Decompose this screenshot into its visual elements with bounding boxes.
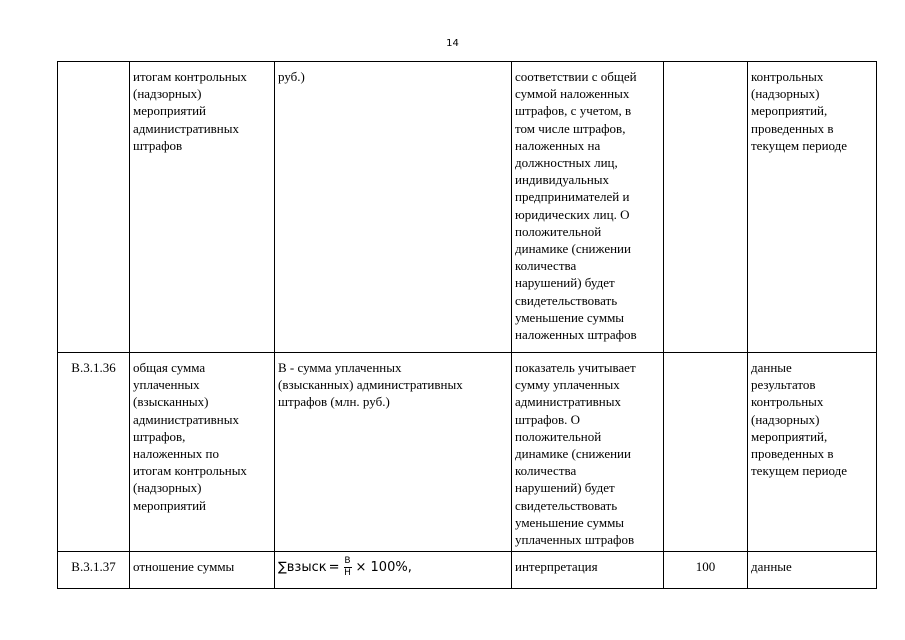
indicator-name: отношение суммы — [130, 552, 275, 589]
indicator-target: 100 — [664, 552, 748, 589]
indicator-target — [664, 353, 748, 552]
table-row — [58, 552, 877, 589]
indicator-formula — [275, 552, 512, 589]
indicator-comment: соответствии с общей суммой наложенных штрафов, с учетом, в том числе штрафов, наложенных на должностных лиц, индивидуальных предпринимателей и юридических лиц. О положительной динамике (снижении количества нарушений) будет свидетельствовать уменьшение суммы наложенных штрафов — [512, 62, 664, 353]
indicator-code — [58, 62, 130, 353]
indicator-source: данные — [748, 552, 877, 589]
formula-denominator: Н — [344, 568, 351, 579]
indicator-source: контрольных (надзорных) мероприятий, проведенных в текущем периоде — [748, 62, 877, 353]
indicator-formula: В - сумма уплаченных (взысканных) административных штрафов (млн. руб.) — [275, 353, 512, 552]
indicator-code: В.3.1.36 — [58, 353, 130, 552]
table-row — [58, 62, 877, 353]
indicator-comment: интерпретация — [512, 552, 664, 589]
indicator-source: данные результатов контрольных (надзорных) мероприятий, проведенных в текущем периоде — [748, 353, 877, 552]
indicator-name: итогам контрольных (надзорных) мероприятий административных штрафов — [130, 62, 275, 353]
indicator-name: общая сумма уплаченных (взысканных) административных штрафов, наложенных по итогам контрольных (надзорных) мероприятий — [130, 353, 275, 552]
page-number: 14 — [446, 38, 459, 49]
formula-numerator: В — [344, 556, 351, 567]
formula-equals: = — [328, 560, 340, 576]
formula — [278, 557, 412, 578]
indicator-target — [664, 62, 748, 353]
indicator-comment: показатель учитывает сумму уплаченных административных штрафов. О положительной динамике (снижении количества нарушений) будет свидетельствовать уменьшение суммы уплаченных штрафов — [512, 353, 664, 552]
formula-lhs: ∑взыск — [278, 560, 327, 576]
table-row — [58, 353, 877, 552]
indicator-code: В.3.1.37 — [58, 552, 130, 589]
formula-tail: × 100%, — [355, 560, 412, 576]
indicator-formula: руб.) — [275, 62, 512, 353]
formula-fraction — [344, 557, 352, 578]
indicators-table — [57, 61, 877, 589]
